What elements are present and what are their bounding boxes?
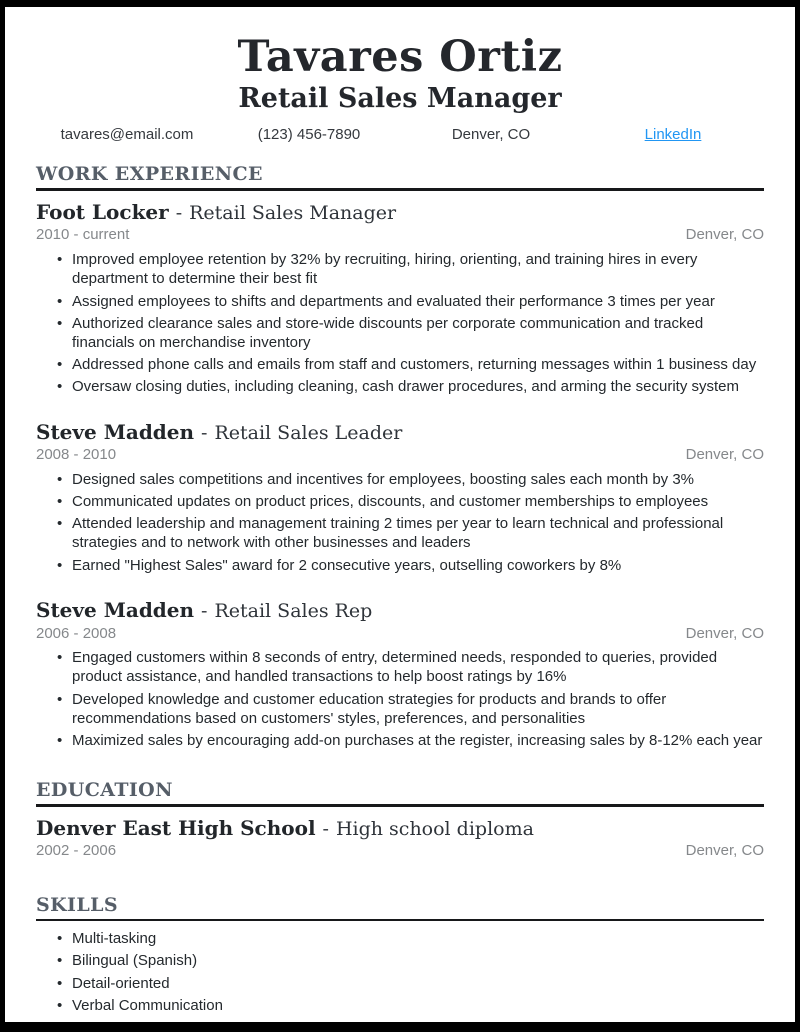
education-entry bbox=[36, 815, 764, 861]
job-heading bbox=[36, 419, 764, 447]
resume-page bbox=[5, 7, 795, 1022]
job-bullet-list bbox=[36, 470, 764, 575]
contact-phone: (123) 456-7890 bbox=[257, 126, 361, 144]
job-location: Denver, CO bbox=[685, 624, 764, 642]
education-school-heading bbox=[36, 815, 764, 843]
job-company: Steve Madden bbox=[36, 597, 195, 622]
job-dates: 2006 - 2008 bbox=[36, 624, 117, 642]
job-meta bbox=[36, 226, 764, 245]
education-degree: High school diploma bbox=[335, 817, 534, 840]
education-meta bbox=[36, 842, 764, 861]
resume-name: Tavares Ortiz bbox=[237, 32, 563, 82]
section-work-experience bbox=[36, 164, 764, 190]
job-location: Denver, CO bbox=[685, 226, 764, 244]
job-bullet: • Communicated updates on product prices, discounts, and customer memberships to employees bbox=[36, 492, 764, 511]
job-bullet: • Maximized sales by encouraging add-on purchases at the register, increasing sales by 8-12% each year bbox=[36, 731, 764, 750]
job-dates: 2008 - 2010 bbox=[36, 446, 117, 464]
work-experience-heading: WORK EXPERIENCE bbox=[36, 163, 263, 186]
skill-item: • Verbal Communication bbox=[36, 996, 764, 1015]
job-bullet: • Attended leadership and management training 2 times per year to learn technical and professional strategies and to network with other businesses and leaders bbox=[36, 514, 764, 552]
job-role: Retail Sales Manager bbox=[189, 201, 397, 224]
section-divider bbox=[36, 919, 764, 922]
skill-item: • Multi-tasking bbox=[36, 929, 764, 948]
job-bullet: • Improved employee retention by 32% by recruiting, hiring, orienting, and training hires in every department to determine their best fit bbox=[36, 250, 764, 288]
job-entry-steve-madden-leader bbox=[36, 419, 764, 575]
job-bullet: • Authorized clearance sales and store-wide discounts per corporate communication and tracked financials on merchandise inventory bbox=[36, 314, 764, 352]
job-role: Retail Sales Rep bbox=[214, 599, 373, 622]
job-entry-foot-locker bbox=[36, 199, 764, 397]
job-location: Denver, CO bbox=[685, 446, 764, 464]
section-divider bbox=[36, 188, 764, 191]
education-school: Denver East High School bbox=[36, 815, 316, 840]
job-company: Steve Madden bbox=[36, 419, 195, 444]
job-dates: 2010 - current bbox=[36, 226, 130, 244]
job-role: Retail Sales Leader bbox=[214, 421, 403, 444]
section-skills bbox=[36, 895, 764, 921]
skills-heading: SKILLS bbox=[36, 893, 118, 916]
job-bullet: • Oversaw closing duties, including cleaning, cash drawer procedures, and arming the security system bbox=[36, 377, 764, 396]
dash-separator: - bbox=[201, 599, 208, 622]
job-heading bbox=[36, 597, 764, 625]
job-company: Foot Locker bbox=[36, 199, 169, 224]
job-meta bbox=[36, 446, 764, 465]
skill-item: • Bilingual (Spanish) bbox=[36, 951, 764, 970]
skill-item: • Detail-oriented bbox=[36, 974, 764, 993]
linkedin-link[interactable]: LinkedIn bbox=[644, 126, 702, 144]
job-bullet: • Earned "Highest Sales" award for 2 consecutive years, outselling coworkers by 8% bbox=[36, 556, 764, 575]
education-location: Denver, CO bbox=[685, 842, 764, 860]
dash-separator: - bbox=[175, 201, 183, 224]
job-bullet: • Assigned employees to shifts and departments and evaluated their performance 3 times per year bbox=[36, 292, 764, 311]
job-bullet: • Addressed phone calls and emails from staff and customers, returning messages within 1 business day bbox=[36, 355, 764, 374]
resume-job-title: Retail Sales Manager bbox=[238, 83, 562, 115]
job-bullet: • Engaged customers within 8 seconds of entry, determined needs, responded to queries, provided product assistance, and handled transactions to help boost ratings by 16% bbox=[36, 648, 764, 686]
job-bullet: • Designed sales competitions and incentives for employees, boosting sales each month by 3% bbox=[36, 470, 764, 489]
dash-separator: - bbox=[322, 817, 329, 840]
job-bullet-list bbox=[36, 250, 764, 396]
contact-email: tavares@email.com bbox=[60, 126, 194, 144]
job-heading bbox=[36, 199, 764, 227]
education-dates: 2002 - 2006 bbox=[36, 842, 117, 860]
section-divider bbox=[36, 804, 764, 807]
education-heading: EDUCATION bbox=[36, 779, 173, 802]
job-bullet-list bbox=[36, 648, 764, 750]
contact-location: Denver, CO bbox=[451, 126, 531, 144]
skills-list bbox=[36, 929, 764, 1015]
job-bullet: • Developed knowledge and customer education strategies for products and brands to offer recommendations based on customers' styles, preferences, and personalities bbox=[36, 690, 764, 728]
section-education bbox=[36, 780, 764, 806]
contact-row bbox=[36, 126, 764, 144]
dash-separator: - bbox=[201, 421, 208, 444]
job-meta bbox=[36, 625, 764, 644]
job-entry-steve-madden-rep bbox=[36, 597, 764, 750]
